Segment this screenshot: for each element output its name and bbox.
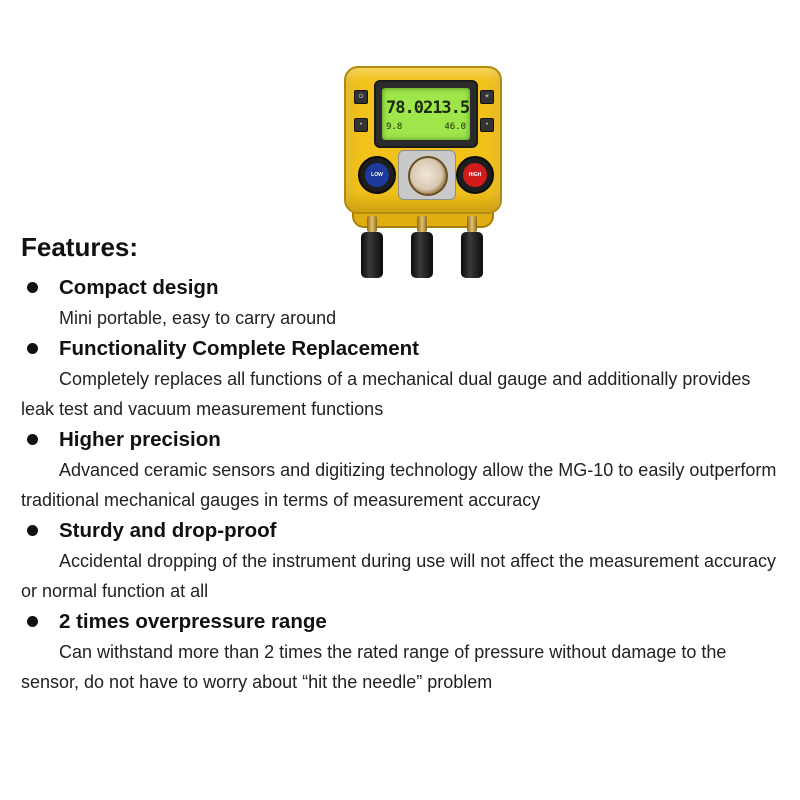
features-list xyxy=(21,272,781,697)
device-body xyxy=(344,66,502,214)
center-port-fitting xyxy=(417,216,427,232)
power-button-icon: ⏻ xyxy=(354,90,368,104)
lcd-display xyxy=(382,88,470,140)
bullet-icon xyxy=(27,434,38,445)
feature-title: 2 times overpressure range xyxy=(59,609,327,633)
sight-glass xyxy=(408,156,448,196)
lcd-high-temp: 46.0 xyxy=(444,122,466,132)
backlight-button-icon: ☀ xyxy=(480,90,494,104)
low-side-knob xyxy=(358,156,396,194)
feature-description: Can withstand more than 2 times the rated range of pressure without damage to the sensor, do not have to worry about “hit the needle” problem xyxy=(21,642,727,692)
left-function-button-icon: • xyxy=(354,118,368,132)
digital-manifold-gauge-image xyxy=(340,66,500,282)
feature-title: Compact design xyxy=(59,275,219,299)
bullet-icon xyxy=(27,343,38,354)
lcd-low-pressure: 78.0 xyxy=(386,98,423,118)
feature-title: Higher precision xyxy=(59,427,221,451)
lcd-high-pressure: 213.5 xyxy=(422,98,470,118)
bullet-icon xyxy=(27,282,38,293)
feature-title: Functionality Complete Replacement xyxy=(59,336,419,360)
feature-item xyxy=(21,333,781,424)
bullet-icon xyxy=(27,616,38,627)
lcd-low-temp: 9.8 xyxy=(386,122,403,132)
lcd-frame xyxy=(374,80,478,148)
high-knob-label: HIGH xyxy=(463,163,487,187)
center-port xyxy=(411,216,433,278)
high-side-knob xyxy=(456,156,494,194)
high-side-port xyxy=(461,216,483,278)
feature-description: Completely replaces all functions of a mechanical dual gauge and additionally provides leak test and vacuum measurement functions xyxy=(21,369,751,419)
feature-description: Advanced ceramic sensors and digitizing technology allow the MG-10 to easily outperform traditional mechanical gauges in terms of measurement accuracy xyxy=(21,460,777,510)
feature-title: Sturdy and drop-proof xyxy=(59,518,277,542)
feature-item xyxy=(21,424,781,515)
low-port-fitting xyxy=(367,216,377,232)
feature-description: Mini portable, easy to carry around xyxy=(59,308,337,328)
high-port-fitting xyxy=(467,216,477,232)
bullet-icon xyxy=(27,525,38,536)
low-knob-label: LOW xyxy=(365,163,389,187)
feature-item xyxy=(21,606,781,697)
feature-description: Accidental dropping of the instrument during use will not affect the measurement accuracy or normal function at all xyxy=(21,551,777,601)
low-side-port xyxy=(361,216,383,278)
feature-item xyxy=(21,515,781,606)
feature-item xyxy=(21,272,781,333)
features-heading: Features: xyxy=(21,232,139,262)
right-function-button-icon: • xyxy=(480,118,494,132)
